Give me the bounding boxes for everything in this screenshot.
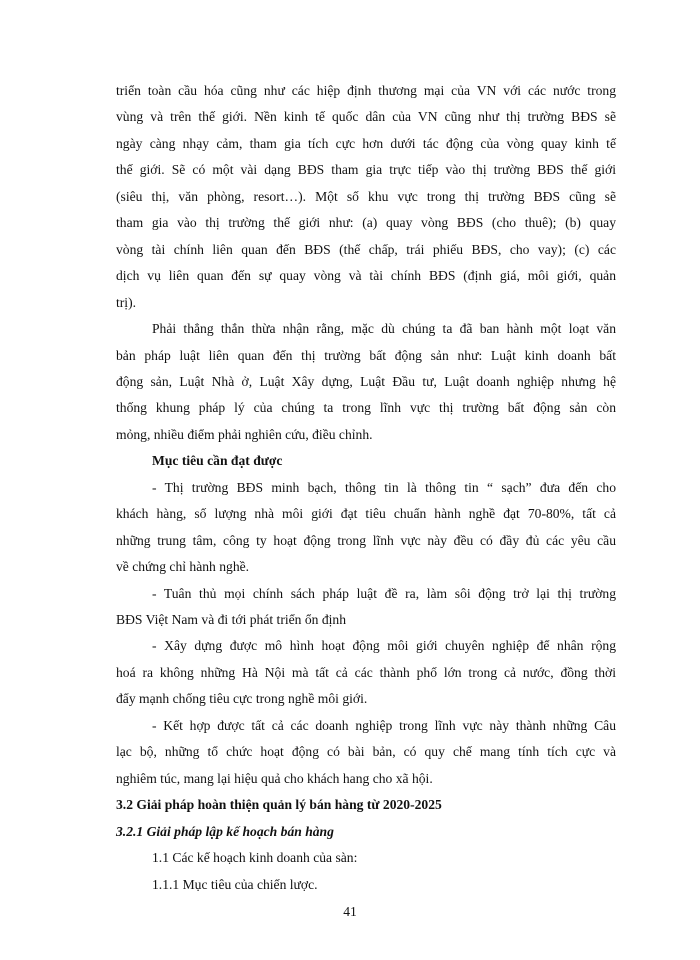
text-line: động sản, Luật Nhà ở, Luật Xây dựng, Luật Đầu tư, Luật doanh nghiệp nhưng hệ: [116, 373, 616, 389]
text-line: Mục tiêu cần đạt được: [152, 453, 283, 469]
text-line: - Kết hợp được tất cả các doanh nghiệp trong lĩnh vực này thành những Câu: [152, 717, 616, 733]
text-line: Phải thẳng thắn thừa nhận rằng, mặc dù chúng ta đã ban hành một loạt văn: [152, 321, 616, 337]
text-line: tham gia vào thị trường thế giới như: (a) quay vòng BĐS (cho thuê); (b) quay: [116, 215, 616, 231]
text-line: về chứng chỉ hành nghề.: [116, 559, 250, 575]
page-number: 41: [343, 904, 357, 919]
text-line: - Tuân thủ mọi chính sách pháp luật đề ra, làm sôi động trở lại thị trường: [152, 585, 616, 601]
text-line: hoá ra không những Hà Nội mà tất cả các thành phố lớn trong cả nước, đồng thời: [116, 664, 616, 680]
text-line: thống khung pháp lý của chúng ta trong lĩnh vực thị trường bất động sản còn: [116, 400, 616, 416]
text-line: mỏng, nhiều điểm phải nghiên cứu, điều chỉnh.: [116, 426, 373, 442]
text-line: 1.1 Các kế hoạch kinh doanh của sàn:: [152, 850, 358, 866]
text-line: triển toàn cầu hóa cũng như các hiệp định thương mại của VN với các nước trong: [116, 83, 616, 98]
text-line: 3.2.1 Giải pháp lập kế hoạch bán hàng: [116, 823, 334, 839]
text-line: BĐS Việt Nam và đi tới phát triển ổn định: [116, 612, 347, 627]
text-line: lạc bộ, những tổ chức hoạt động có bài bản, có quy chế mang tính tích cực và: [116, 744, 616, 760]
text-line: 1.1.1 Mục tiêu của chiến lược.: [152, 876, 318, 892]
text-line: - Xây dựng được mô hình hoạt động môi giới chuyên nghiệp để nhân rộng: [152, 638, 616, 654]
text-line: dịch vụ liên quan đến sự quay vòng và tài chính BĐS (định giá, môi giới, quản: [116, 268, 616, 284]
text-line: vòng tài chính liên quan đến BĐS (thế chấp, trái phiếu BĐS, cho vay); (c) các: [116, 241, 616, 257]
text-line: những trung tâm, công ty hoạt động trong lĩnh vực này đều có đầy đủ các yêu cầu: [116, 532, 616, 548]
text-line: 3.2 Giải pháp hoàn thiện quản lý bán hàng từ 2020-2025: [116, 797, 442, 813]
text-line: trị).: [116, 294, 137, 310]
text-line: vùng và trên thế giới. Nền kinh tế quốc dân của VN cũng như thị trường BĐS sẽ: [116, 109, 616, 125]
text-line: - Thị trường BĐS minh bạch, thông tin là thông tin “ sạch” đưa đến cho: [152, 479, 616, 495]
text-line: ngày càng nhạy cảm, tham gia tích cực hơn dưới tác động của vòng quay kinh tế: [116, 135, 616, 151]
text-line: khách hàng, số lượng nhà môi giới đạt tiêu chuẩn hành nghề đạt 70-80%, tất cả: [116, 506, 616, 522]
text-line: (siêu thị, văn phòng, resort…). Một số khu vực trong thị trường BĐS cũng sẽ: [116, 188, 616, 204]
text-line: bản pháp luật liên quan đến thị trường bất động sản như: Luật kinh doanh bất: [116, 347, 616, 363]
text-line: đẩy mạnh chống tiêu cực trong nghề môi giới.: [116, 691, 368, 707]
text-line: nghiêm túc, mang lại hiệu quả cho khách hang cho xã hội.: [116, 770, 433, 786]
text-line: thế giới. Sẽ có một vài dạng BĐS tham gia trực tiếp vào thị trường BĐS thế giới: [116, 162, 616, 178]
